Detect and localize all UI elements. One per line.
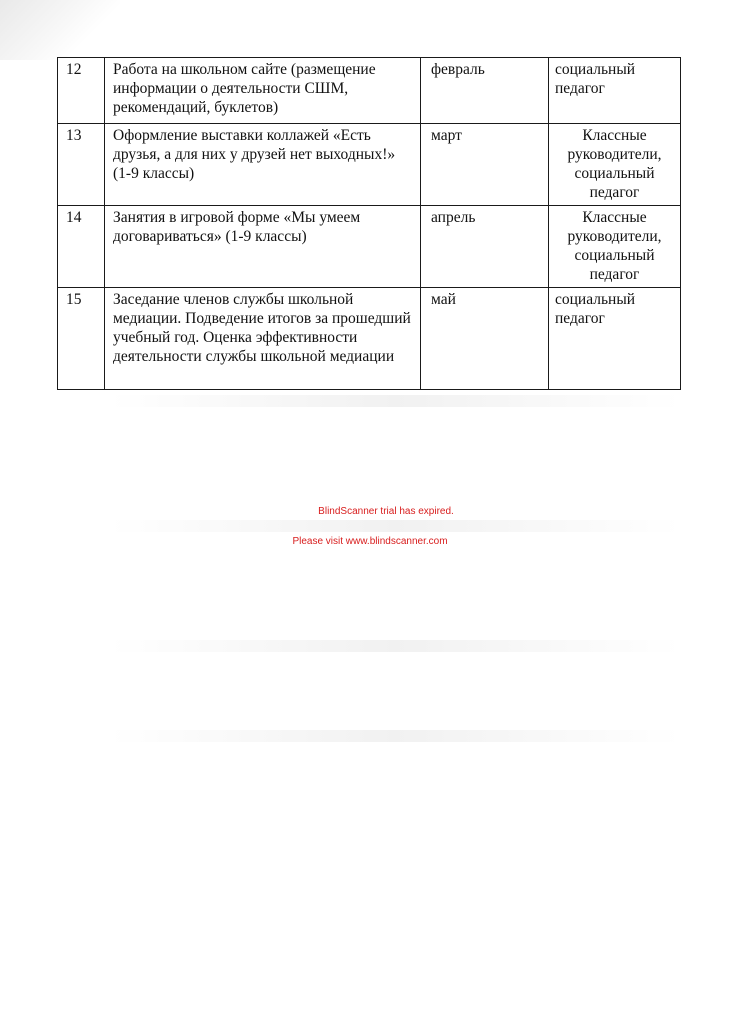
month-cell: март (421, 124, 549, 206)
activity-plan-table (57, 57, 681, 390)
activity-cell: Занятия в игровой форме «Мы умеем договариваться» (1-9 классы) (105, 206, 421, 288)
scan-page-corner (0, 0, 120, 60)
row-number: 15 (58, 288, 105, 390)
row-number: 12 (58, 58, 105, 124)
bleed-through-shadow (110, 395, 680, 407)
month-cell: февраль (421, 58, 549, 124)
row-number: 14 (58, 206, 105, 288)
responsible-cell: Классные руководители, социальный педагог (549, 206, 681, 288)
bleed-through-shadow (110, 730, 680, 742)
responsible-cell: социальный педагог (549, 58, 681, 124)
table-row (58, 124, 681, 206)
row-number: 13 (58, 124, 105, 206)
scanner-watermark-line2: Please visit www.blindscanner.com (292, 536, 448, 547)
bleed-through-shadow (110, 640, 680, 652)
activity-cell: Оформление выставки коллажей «Есть друзья, а для них у друзей нет выходных!» (1-9 классы) (105, 124, 421, 206)
table-row (58, 206, 681, 288)
responsible-cell: социальный педагог (549, 288, 681, 390)
table-row (58, 58, 681, 124)
responsible-cell: Классные руководители, социальный педагог (549, 124, 681, 206)
activity-cell: Заседание членов службы школьной медиации. Подведение итогов за прошедший учебный год. Оценка эффективности деятельности службы школьной медиации (105, 288, 421, 390)
table-row (58, 288, 681, 390)
month-cell: май (421, 288, 549, 390)
scanner-watermark-line1: BlindScanner trial has expired. (318, 506, 454, 517)
activity-cell: Работа на школьном сайте (размещение информации о деятельности СШМ, рекомендаций, буклетов) (105, 58, 421, 124)
month-cell: апрель (421, 206, 549, 288)
bleed-through-shadow (110, 520, 680, 532)
